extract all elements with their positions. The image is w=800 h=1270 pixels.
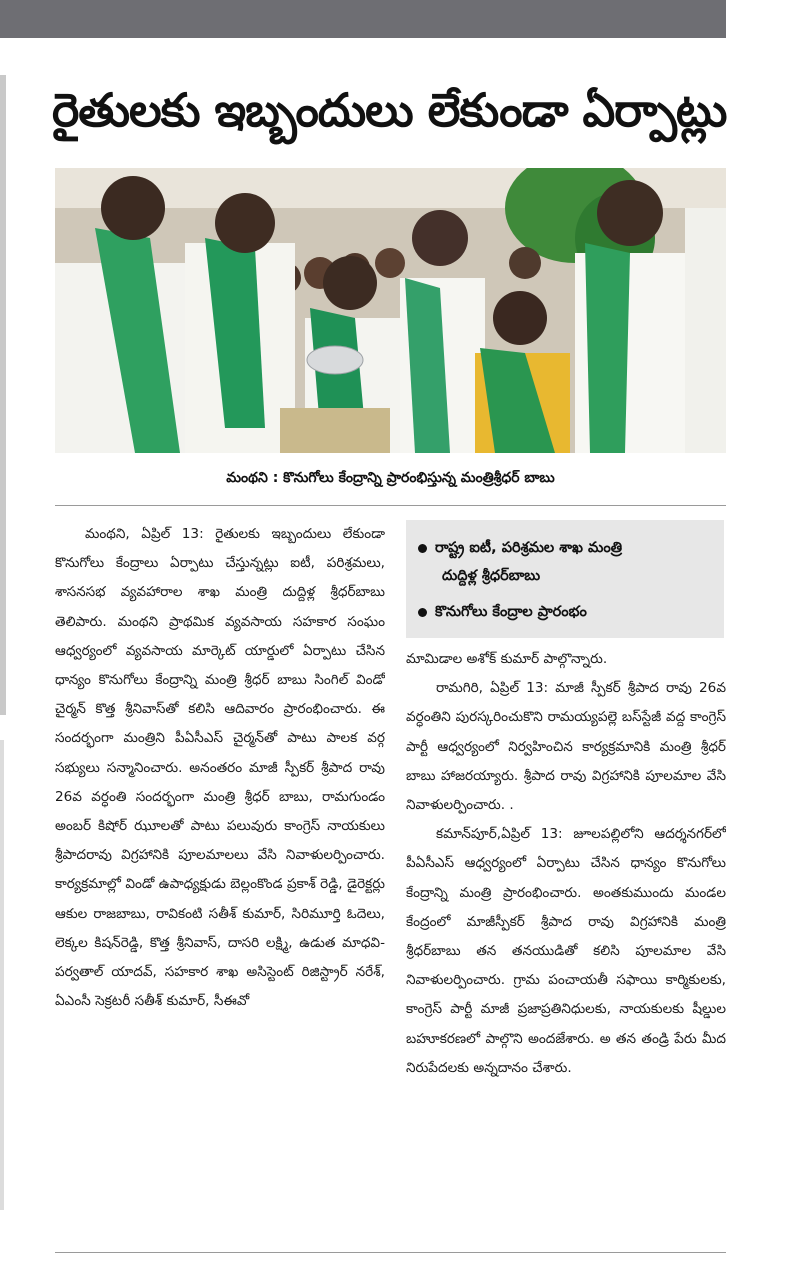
article-right-column (406, 645, 726, 1245)
right-paragraph-kamanpur: కమాన్‌పూర్,ఏప్రిల్ 13: జూలపల్లిలోని ఆదర్శనగర్‌లో పీఏసీఎస్ ఆధ్వర్యంలో ఏర్పాటు చేసిన ధాన్యం కొనుగోలు కేంద్రాన్ని మంత్రి ప్రారంభించారు. అంతకుముందు మండల కేంద్రంలో మాజీస్పీకర్ శ్రీపాద రావు విగ్రహానికి మంత్రి శ్రీధర్‌బాబు తన తనయుడితో కలిసి పూలమాల వేసి నివాళులర్పించారు. గ్రామ పంచాయతీ సఫాయి కార్మికులకు, కాంగ్రెస్ పార్టీ మాజీ ప్రజాప్రతినిధులకు, నాయకులకు షీల్డుల బహూకరణలో పాల్గొని అందజేశారు. అ తన తండ్రి పేరు మీద నిరుపేదలకు అన్నదానం చేశారు. (406, 826, 726, 1076)
article-left-column (55, 520, 385, 1240)
top-right-blank (726, 0, 800, 38)
left-edge-mark-lower (0, 740, 4, 1210)
article-headline: రైతులకు ఇబ్బందులు లేకుండా ఏర్పాట్లు (52, 83, 727, 137)
highlights-box (406, 520, 724, 638)
right-paragraph-continuation: మామిడాల అశోక్ కుమార్ పాల్గొన్నారు. (406, 651, 608, 667)
news-photo (55, 168, 726, 453)
caption-divider (55, 505, 726, 506)
highlight-item: రాష్ట్ర ఐటీ, పరిశ్రమల శాఖ మంత్రి (418, 536, 622, 560)
photo-caption: మంథని : కొనుగోలు కేంద్రాన్ని ప్రారంభిస్తున్న మంత్రిశ్రీధర్ బాబు (226, 470, 555, 486)
photo-illustration (55, 168, 726, 453)
bullet-icon (418, 544, 427, 553)
right-paragraph-ramagiri: రామగిరి, ఏప్రిల్ 13: మాజీ స్పీకర్ శ్రీపాద రావు 26వ వర్ధంతిని పురస్కరించుకొని రామయ్యపల్లె బస్‌స్టేజీ వద్ద కాంగ్రెస్ పార్టీ ఆధ్వర్యంలో నిర్వహించిన కార్యక్రమానికి మంత్రి శ్రీధర్ బాబు హాజరయ్యారు. శ్రీపాద రావు విగ్రహానికి పూలమాల వేసి నివాళులర్పించారు. . (406, 680, 726, 814)
highlight-item: కొనుగోలు కేంద్రాల ప్రారంభం (418, 600, 587, 624)
top-gray-bar (0, 0, 726, 38)
bullet-icon (418, 608, 427, 617)
bottom-divider (55, 1252, 726, 1253)
left-edge-mark (0, 75, 6, 715)
highlight-item-continued: దుద్దిళ్ల శ్రీధర్‌బాబు (442, 568, 541, 584)
left-paragraph: మంథని, ఏప్రిల్ 13: రైతులకు ఇబ్బందులు లేకుండా కొనుగోలు కేంద్రాలు ఏర్పాటు చేస్తున్నట్లు ఐటీ, పరిశ్రమలు, శాసనసభ వ్యవహారాల శాఖ మంత్రి దుద్దిళ్ల శ్రీధర్‌బాబు తెలిపారు. మంథని ప్రాథమిక వ్యవసాయ సహకార సంఘం ఆధ్వర్యంలో వ్యవసాయ మార్కెట్ యార్డులో ఏర్పాటు చేసిన ధాన్యం కొనుగోలు కేంద్రాన్ని మంత్రి శ్రీధర్ బాబు సింగిల్ విండో చైర్మన్ కొత్త శ్రీనివాస్‌తో కలిసి ఆదివారం ప్రారంభించారు. ఈ సందర్భంగా మంత్రిని పీఏసీఎస్ చైర్మన్‌తో పాటు పాలక వర్గ సభ్యులు సన్మానించారు. అనంతరం మాజీ స్పీకర్ శ్రీపాద రావు 26వ వర్ధంతి సందర్భంగా మంత్రి శ్రీధర్ బాబు, రామగుండం అంబర్ కిషోర్ ఝూలతో పాటు పలువురు కాంగ్రెస్ నాయకులు శ్రీపాదరావు విగ్రహానికి పూలమాలలు వేసి నివాళులర్పించారు. కార్యక్రమాల్లో విండో ఉపాధ్యక్షుడు బెల్లంకొండ ప్రకాశ్ రెడ్డి, డైరెక్టర్లు ఆకుల రాజబాబు, రావికంటి సతీశ్ కుమార్, సిరిమూర్తి ఓదెలు, లెక్కల కిషన్‌రెడ్డి, కొత్త శ్రీనివాస్, దాసరి లక్ష్మి, ఉడుత మాధవి-పర్వతాల్ యాదవ్, సహకార శాఖ అసిస్టెంట్ రిజిస్ట్రార్ నరేశ్, ఏఎంసీ సెక్రటరీ సతీశ్ కుమార్, సీఈవో (55, 526, 385, 1010)
